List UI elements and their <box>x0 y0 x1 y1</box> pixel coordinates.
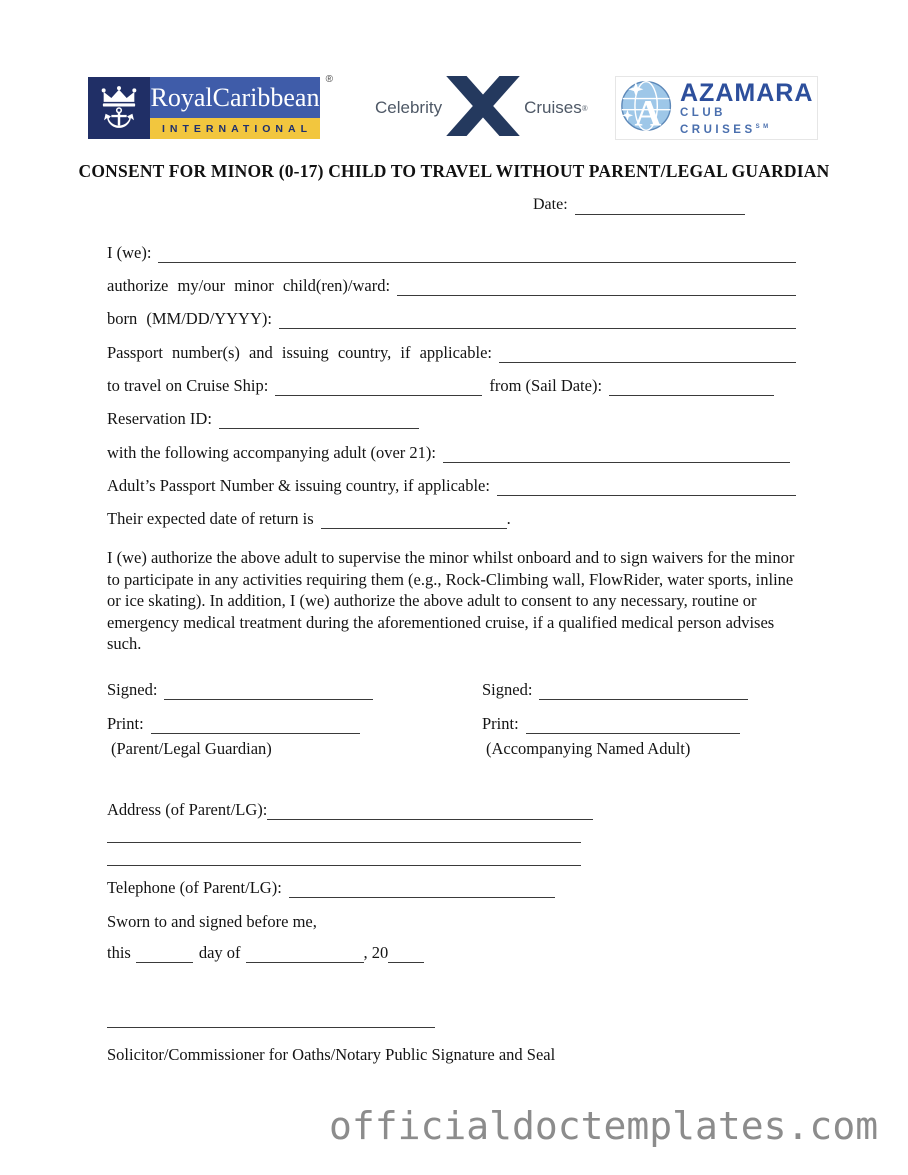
azamara-logo <box>615 76 818 140</box>
parent-signature-field[interactable] <box>164 678 373 700</box>
return-date-field[interactable] <box>321 507 507 529</box>
adult-signature-field[interactable] <box>539 678 748 700</box>
adult-caption: (Accompanying Named Adult) <box>486 739 691 758</box>
address-line-3 <box>107 844 581 866</box>
date-field[interactable] <box>575 193 745 215</box>
svg-text:A: A <box>634 93 662 135</box>
address-field[interactable] <box>267 798 593 820</box>
royal-caribbean-wordmark: RoyalCaribbean <box>150 77 320 118</box>
adult-print-field[interactable] <box>526 712 740 734</box>
notary-signature-field[interactable] <box>107 1006 435 1028</box>
this-label: this <box>107 943 131 962</box>
year-field[interactable] <box>388 941 424 963</box>
registered-trademark-icon: ® <box>581 103 588 113</box>
royal-caribbean-subtitle: INTERNATIONAL <box>150 118 320 139</box>
sail-date-field[interactable] <box>609 374 774 396</box>
watermark-text: officialdoctemplates.com <box>329 1104 879 1148</box>
address-line-2 <box>107 821 581 843</box>
ship-row <box>107 374 774 396</box>
adult-passport-field[interactable] <box>497 474 796 496</box>
month-field[interactable] <box>246 941 364 963</box>
birthdate-field[interactable] <box>279 307 796 329</box>
royal-caribbean-logo <box>88 74 333 139</box>
parent-signed-row <box>107 678 373 700</box>
celebrity-x-icon <box>446 76 520 141</box>
crown-anchor-icon <box>88 77 150 139</box>
paragraph-line: I (we) authorize the above adult to supervise the minor whilst onboard and to sign waivers for the minor <box>107 548 795 567</box>
accompanying-adult-field[interactable] <box>443 441 790 463</box>
sail-date-label: from (Sail Date): <box>489 376 603 395</box>
passport-row <box>107 341 796 363</box>
i-we-row <box>107 241 796 263</box>
celebrity-wordmark: Celebrity <box>375 98 443 117</box>
ship-field[interactable] <box>275 374 482 396</box>
print-label: Print: <box>482 714 519 733</box>
reservation-field[interactable] <box>219 407 419 429</box>
year-prefix: , 20 <box>363 943 389 962</box>
paragraph-line: to participate in any activities requiring them (e.g., Rock-Climbing wall, FlowRider, water sports, inline <box>107 569 794 589</box>
telephone-label: Telephone (of Parent/LG): <box>107 878 282 897</box>
day-number-field[interactable] <box>136 941 193 963</box>
parent-caption: (Parent/Legal Guardian) <box>111 739 272 758</box>
accompanying-adult-label: with the following accompanying adult (over 21): <box>107 443 437 462</box>
address-field-2[interactable] <box>107 821 581 843</box>
adult-passport-label: Adult’s Passport Number & issuing country, if applicable: <box>107 476 490 495</box>
sworn-text: Sworn to and signed before me, <box>107 912 317 931</box>
azamara-globe-icon <box>620 76 676 141</box>
i-we-field[interactable] <box>158 241 796 263</box>
born-row <box>107 307 796 329</box>
return-date-label: Their expected date of return is <box>107 509 314 528</box>
address-field-3[interactable] <box>107 844 581 866</box>
notary-signature-row <box>107 1006 435 1028</box>
passport-field[interactable] <box>499 341 796 363</box>
passport-label: Passport number(s) and issuing country, if applicable: <box>107 343 492 362</box>
sworn-date-row <box>107 941 424 963</box>
authorize-row <box>107 274 796 296</box>
azamara-wordmark: AZAMARA <box>680 78 814 107</box>
service-mark-icon: SM <box>755 123 772 130</box>
return-period: . <box>506 509 511 528</box>
adult-print-row <box>482 712 740 734</box>
print-label: Print: <box>107 714 144 733</box>
parent-print-row <box>107 712 360 734</box>
signed-label: Signed: <box>107 680 158 699</box>
adult-signed-row <box>482 678 748 700</box>
telephone-field[interactable] <box>289 876 555 898</box>
parent-print-field[interactable] <box>151 712 360 734</box>
i-we-label: I (we): <box>107 243 152 262</box>
day-of-label: day of <box>198 943 241 962</box>
signed-label: Signed: <box>482 680 533 699</box>
date-label: Date: <box>533 196 568 213</box>
paragraph-line: or ice skating). In addition, I (we) authorize the above adult to consent to any necessary, routine or <box>107 591 757 611</box>
adult-passport-row <box>107 474 796 496</box>
paragraph-line: such. <box>107 634 142 654</box>
minor-name-field[interactable] <box>397 274 796 296</box>
telephone-row <box>107 876 555 898</box>
address-label: Address (of Parent/LG): <box>107 800 268 819</box>
accompanying-adult-row <box>107 441 790 463</box>
reservation-label: Reservation ID: <box>107 409 212 428</box>
cruises-wordmark: Cruises <box>524 98 582 117</box>
authorization-paragraph <box>107 547 801 655</box>
registered-trademark-icon: ® <box>325 74 333 85</box>
return-date-row <box>107 507 511 529</box>
header-logos <box>88 75 818 141</box>
celebrity-cruises-logo <box>375 75 588 141</box>
page-title: CONSENT FOR MINOR (0-17) CHILD TO TRAVEL WITHOUT PARENT/LEGAL GUARDIAN <box>78 161 830 181</box>
address-row <box>107 798 593 820</box>
paragraph-line: emergency medical treatment during the aforementioned cruise, if a qualified medical person advises <box>107 612 775 632</box>
reservation-row <box>107 407 419 429</box>
born-label: born (MM/DD/YYYY): <box>107 309 272 328</box>
date-row <box>533 193 745 215</box>
azamara-subtitle: CLUB CRUISES℠ <box>680 106 772 136</box>
ship-label: to travel on Cruise Ship: <box>107 376 269 395</box>
notary-caption: Solicitor/Commissioner for Oaths/Notary Public Signature and Seal <box>107 1045 556 1064</box>
authorize-label: authorize my/our minor child(ren)/ward: <box>107 276 391 295</box>
